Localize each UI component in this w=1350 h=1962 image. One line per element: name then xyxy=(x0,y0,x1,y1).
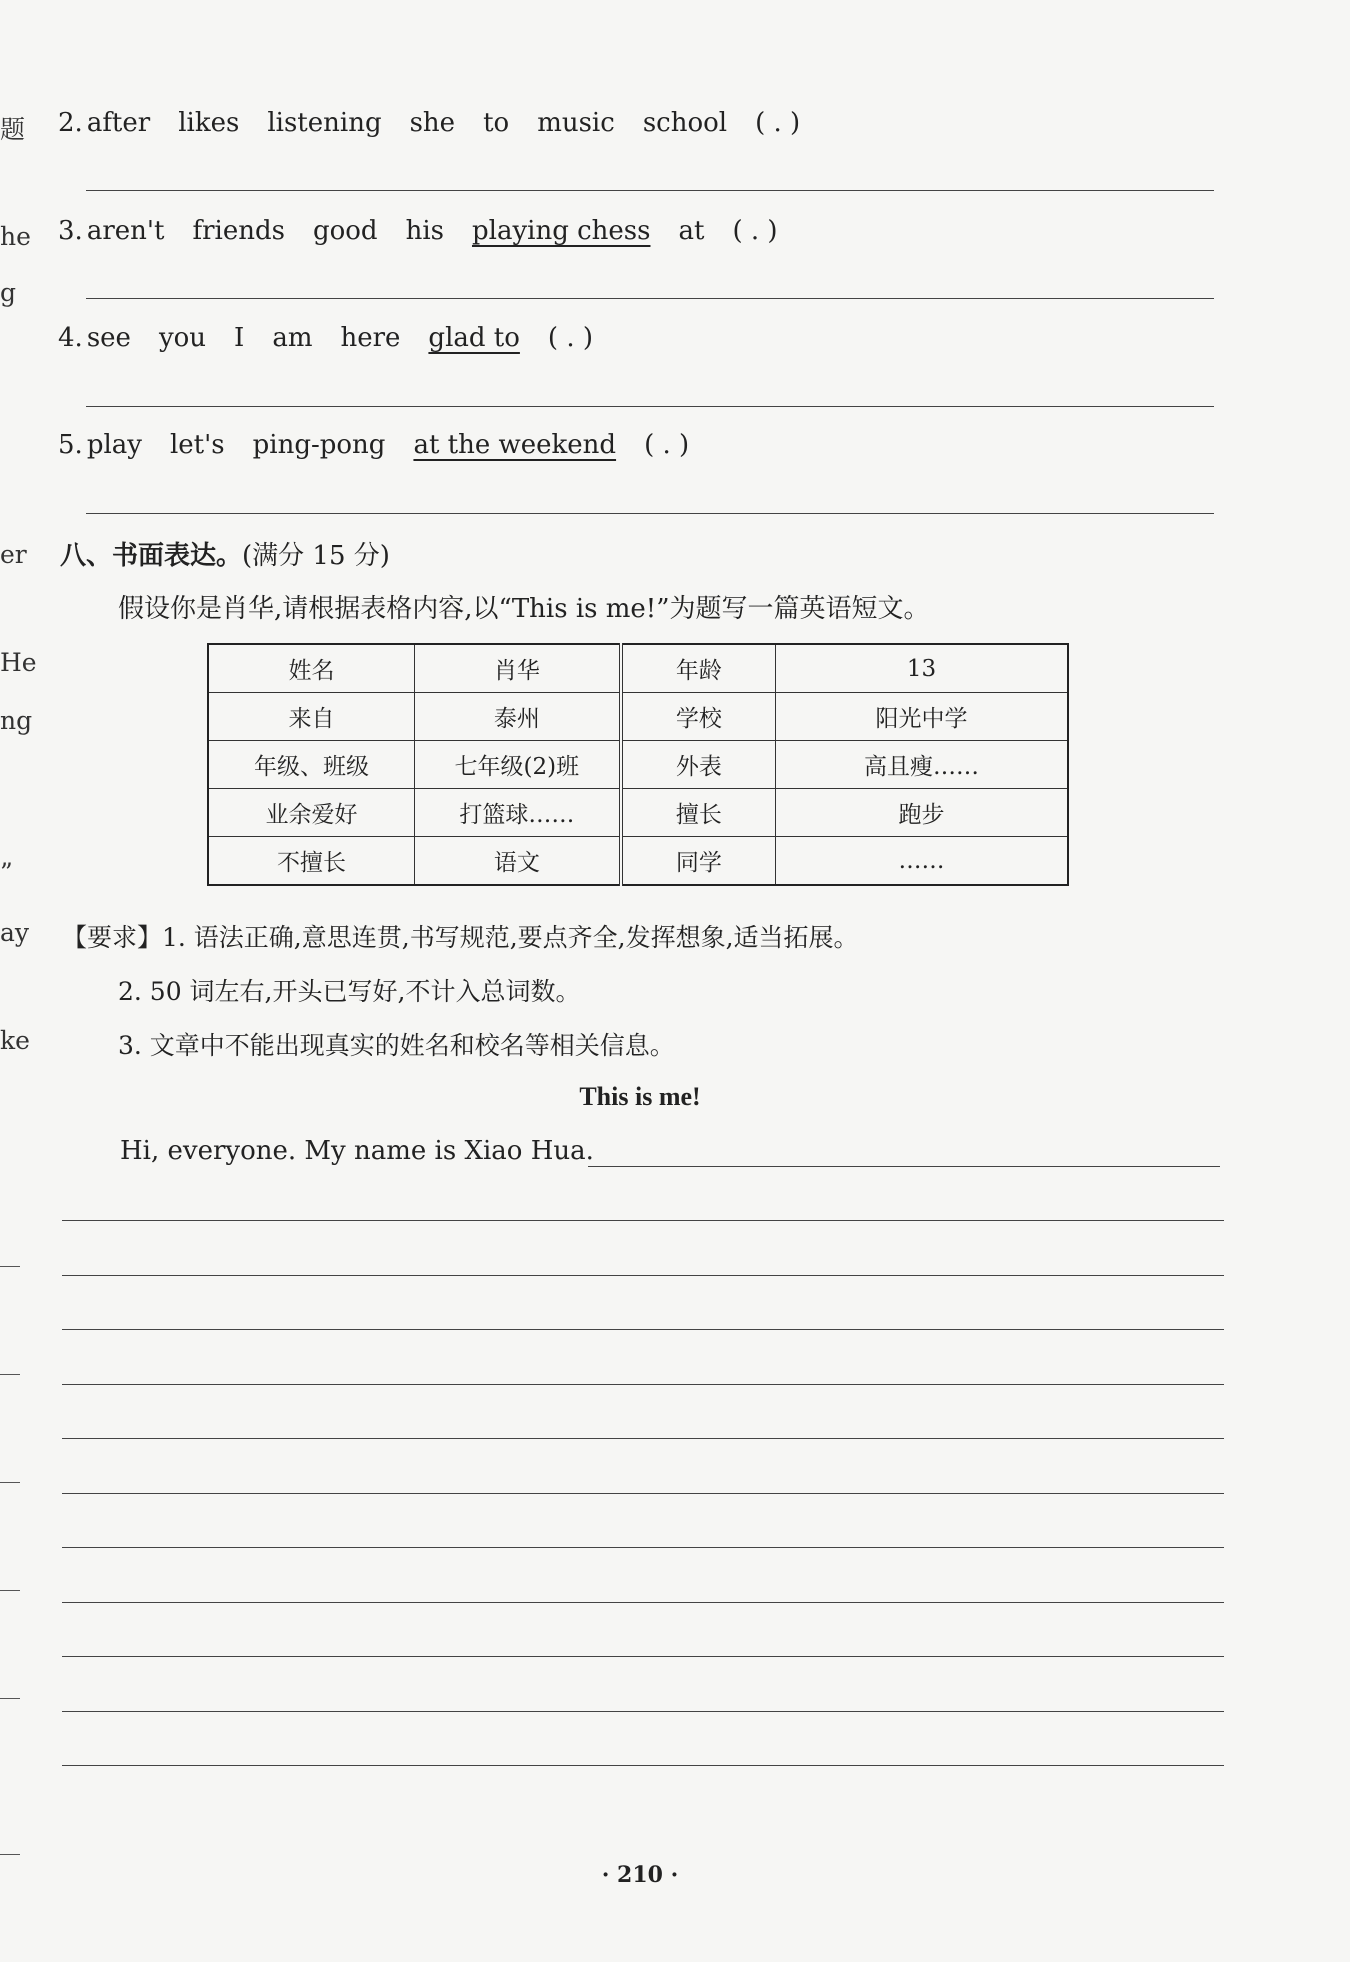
essay-title: This is me! xyxy=(579,1082,701,1111)
writing-line[interactable] xyxy=(62,1493,1224,1494)
section-score: (满分 15 分) xyxy=(242,541,390,571)
question-number: 4. xyxy=(58,323,83,353)
question-word: after xyxy=(86,108,151,138)
question-word: his xyxy=(405,216,444,246)
margin-dash xyxy=(0,1590,20,1591)
question-word: let's xyxy=(169,430,225,460)
question-word: I xyxy=(234,323,245,353)
writing-line[interactable] xyxy=(62,1275,1224,1276)
writing-line[interactable] xyxy=(62,1656,1224,1657)
table-label-cell: 年级、班级 xyxy=(208,741,414,789)
margin-fragment: 题 xyxy=(0,115,26,144)
question-word: glad to xyxy=(428,323,520,353)
page-number: · 210 · xyxy=(601,1862,679,1888)
table-value-cell: 语文 xyxy=(414,837,620,886)
profile-table xyxy=(207,643,1069,886)
writing-line[interactable] xyxy=(62,1547,1224,1548)
question-word: here xyxy=(340,323,401,353)
writing-line[interactable] xyxy=(62,1384,1224,1385)
question-word: play xyxy=(86,430,142,460)
table-value-cell: 肖华 xyxy=(414,644,620,693)
writing-prompt: 假设你是肖华,请根据表格内容,以“This is me!”为题写一篇英语短文。 xyxy=(118,594,930,624)
table-value-cell: 泰州 xyxy=(414,693,620,741)
requirement-1: 【要求】1. 语法正确,意思连贯,书写规范,要点齐全,发挥想象,适当拓展。 xyxy=(62,923,859,952)
requirement-3: 3. 文章中不能出现真实的姓名和校名等相关信息。 xyxy=(118,1031,675,1060)
question-punctuation: ( . ) xyxy=(547,323,593,353)
table-value-cell: 打篮球…… xyxy=(414,789,620,837)
question-word: she xyxy=(409,108,456,138)
question-2 xyxy=(58,108,800,138)
margin-fragment: He xyxy=(0,648,37,677)
table-value-cell: 13 xyxy=(776,644,1068,693)
writing-line[interactable] xyxy=(588,1166,1220,1167)
table-value-cell: 七年级(2)班 xyxy=(414,741,620,789)
margin-fragment: er xyxy=(0,540,27,569)
question-number: 3. xyxy=(58,216,83,246)
table-row xyxy=(208,693,1068,741)
question-word: ping-pong xyxy=(252,430,386,460)
writing-line[interactable] xyxy=(62,1602,1224,1603)
question-3 xyxy=(58,216,778,246)
answer-line[interactable] xyxy=(86,513,1214,514)
answer-line[interactable] xyxy=(86,406,1214,407)
question-word: listening xyxy=(267,108,382,138)
answer-line[interactable] xyxy=(86,298,1214,299)
question-word: you xyxy=(158,323,207,353)
question-word: good xyxy=(312,216,378,246)
question-word: playing chess xyxy=(471,216,651,246)
question-word: at xyxy=(678,216,705,246)
table-label-cell: 年龄 xyxy=(621,644,776,693)
question-word: friends xyxy=(192,216,285,246)
margin-dash xyxy=(0,1374,20,1375)
table-row xyxy=(208,644,1068,693)
margin-fragment: ” xyxy=(0,858,13,887)
question-word: school xyxy=(642,108,728,138)
question-4 xyxy=(58,323,593,353)
table-value-cell: 阳光中学 xyxy=(776,693,1068,741)
question-punctuation: ( . ) xyxy=(755,108,801,138)
question-punctuation: ( . ) xyxy=(644,430,690,460)
margin-fragment: ng xyxy=(0,706,33,735)
margin-fragment: he xyxy=(0,222,31,251)
margin-dash xyxy=(0,1482,20,1483)
table-label-cell: 来自 xyxy=(208,693,414,741)
table-label-cell: 学校 xyxy=(621,693,776,741)
table-row xyxy=(208,741,1068,789)
margin-dash xyxy=(0,1698,20,1699)
question-word: to xyxy=(483,108,510,138)
question-word: at the weekend xyxy=(413,430,617,460)
margin-dash xyxy=(0,1266,20,1267)
question-word: music xyxy=(537,108,615,138)
question-5 xyxy=(58,430,689,460)
table-row xyxy=(208,837,1068,886)
margin-dash xyxy=(0,1854,20,1855)
table-row xyxy=(208,789,1068,837)
margin-fragment: ke xyxy=(0,1026,30,1055)
writing-line[interactable] xyxy=(62,1765,1224,1766)
table-value-cell: 高且瘦…… xyxy=(776,741,1068,789)
question-number: 2. xyxy=(58,108,83,138)
table-value-cell: …… xyxy=(776,837,1068,886)
writing-line[interactable] xyxy=(62,1220,1224,1221)
question-word: likes xyxy=(178,108,240,138)
question-word: see xyxy=(86,323,131,353)
writing-line[interactable] xyxy=(62,1329,1224,1330)
writing-line[interactable] xyxy=(62,1711,1224,1712)
section-title-text: 八、书面表达。 xyxy=(60,541,243,571)
table-label-cell: 同学 xyxy=(621,837,776,886)
margin-fragment: g xyxy=(0,278,17,307)
question-word: aren't xyxy=(86,216,165,246)
table-label-cell: 业余爱好 xyxy=(208,789,414,837)
table-label-cell: 外表 xyxy=(621,741,776,789)
section-title xyxy=(60,535,390,572)
table-label-cell: 姓名 xyxy=(208,644,414,693)
margin-fragment: ay xyxy=(0,918,30,947)
table-value-cell: 跑步 xyxy=(776,789,1068,837)
table-label-cell: 不擅长 xyxy=(208,837,414,886)
question-punctuation: ( . ) xyxy=(732,216,778,246)
answer-line[interactable] xyxy=(86,190,1214,191)
table-label-cell: 擅长 xyxy=(621,789,776,837)
question-word: am xyxy=(272,323,313,353)
essay-opening: Hi, everyone. My name is Xiao Hua. xyxy=(120,1136,594,1166)
requirement-2: 2. 50 词左右,开头已写好,不计入总词数。 xyxy=(118,977,581,1006)
question-number: 5. xyxy=(58,430,83,460)
writing-line[interactable] xyxy=(62,1438,1224,1439)
